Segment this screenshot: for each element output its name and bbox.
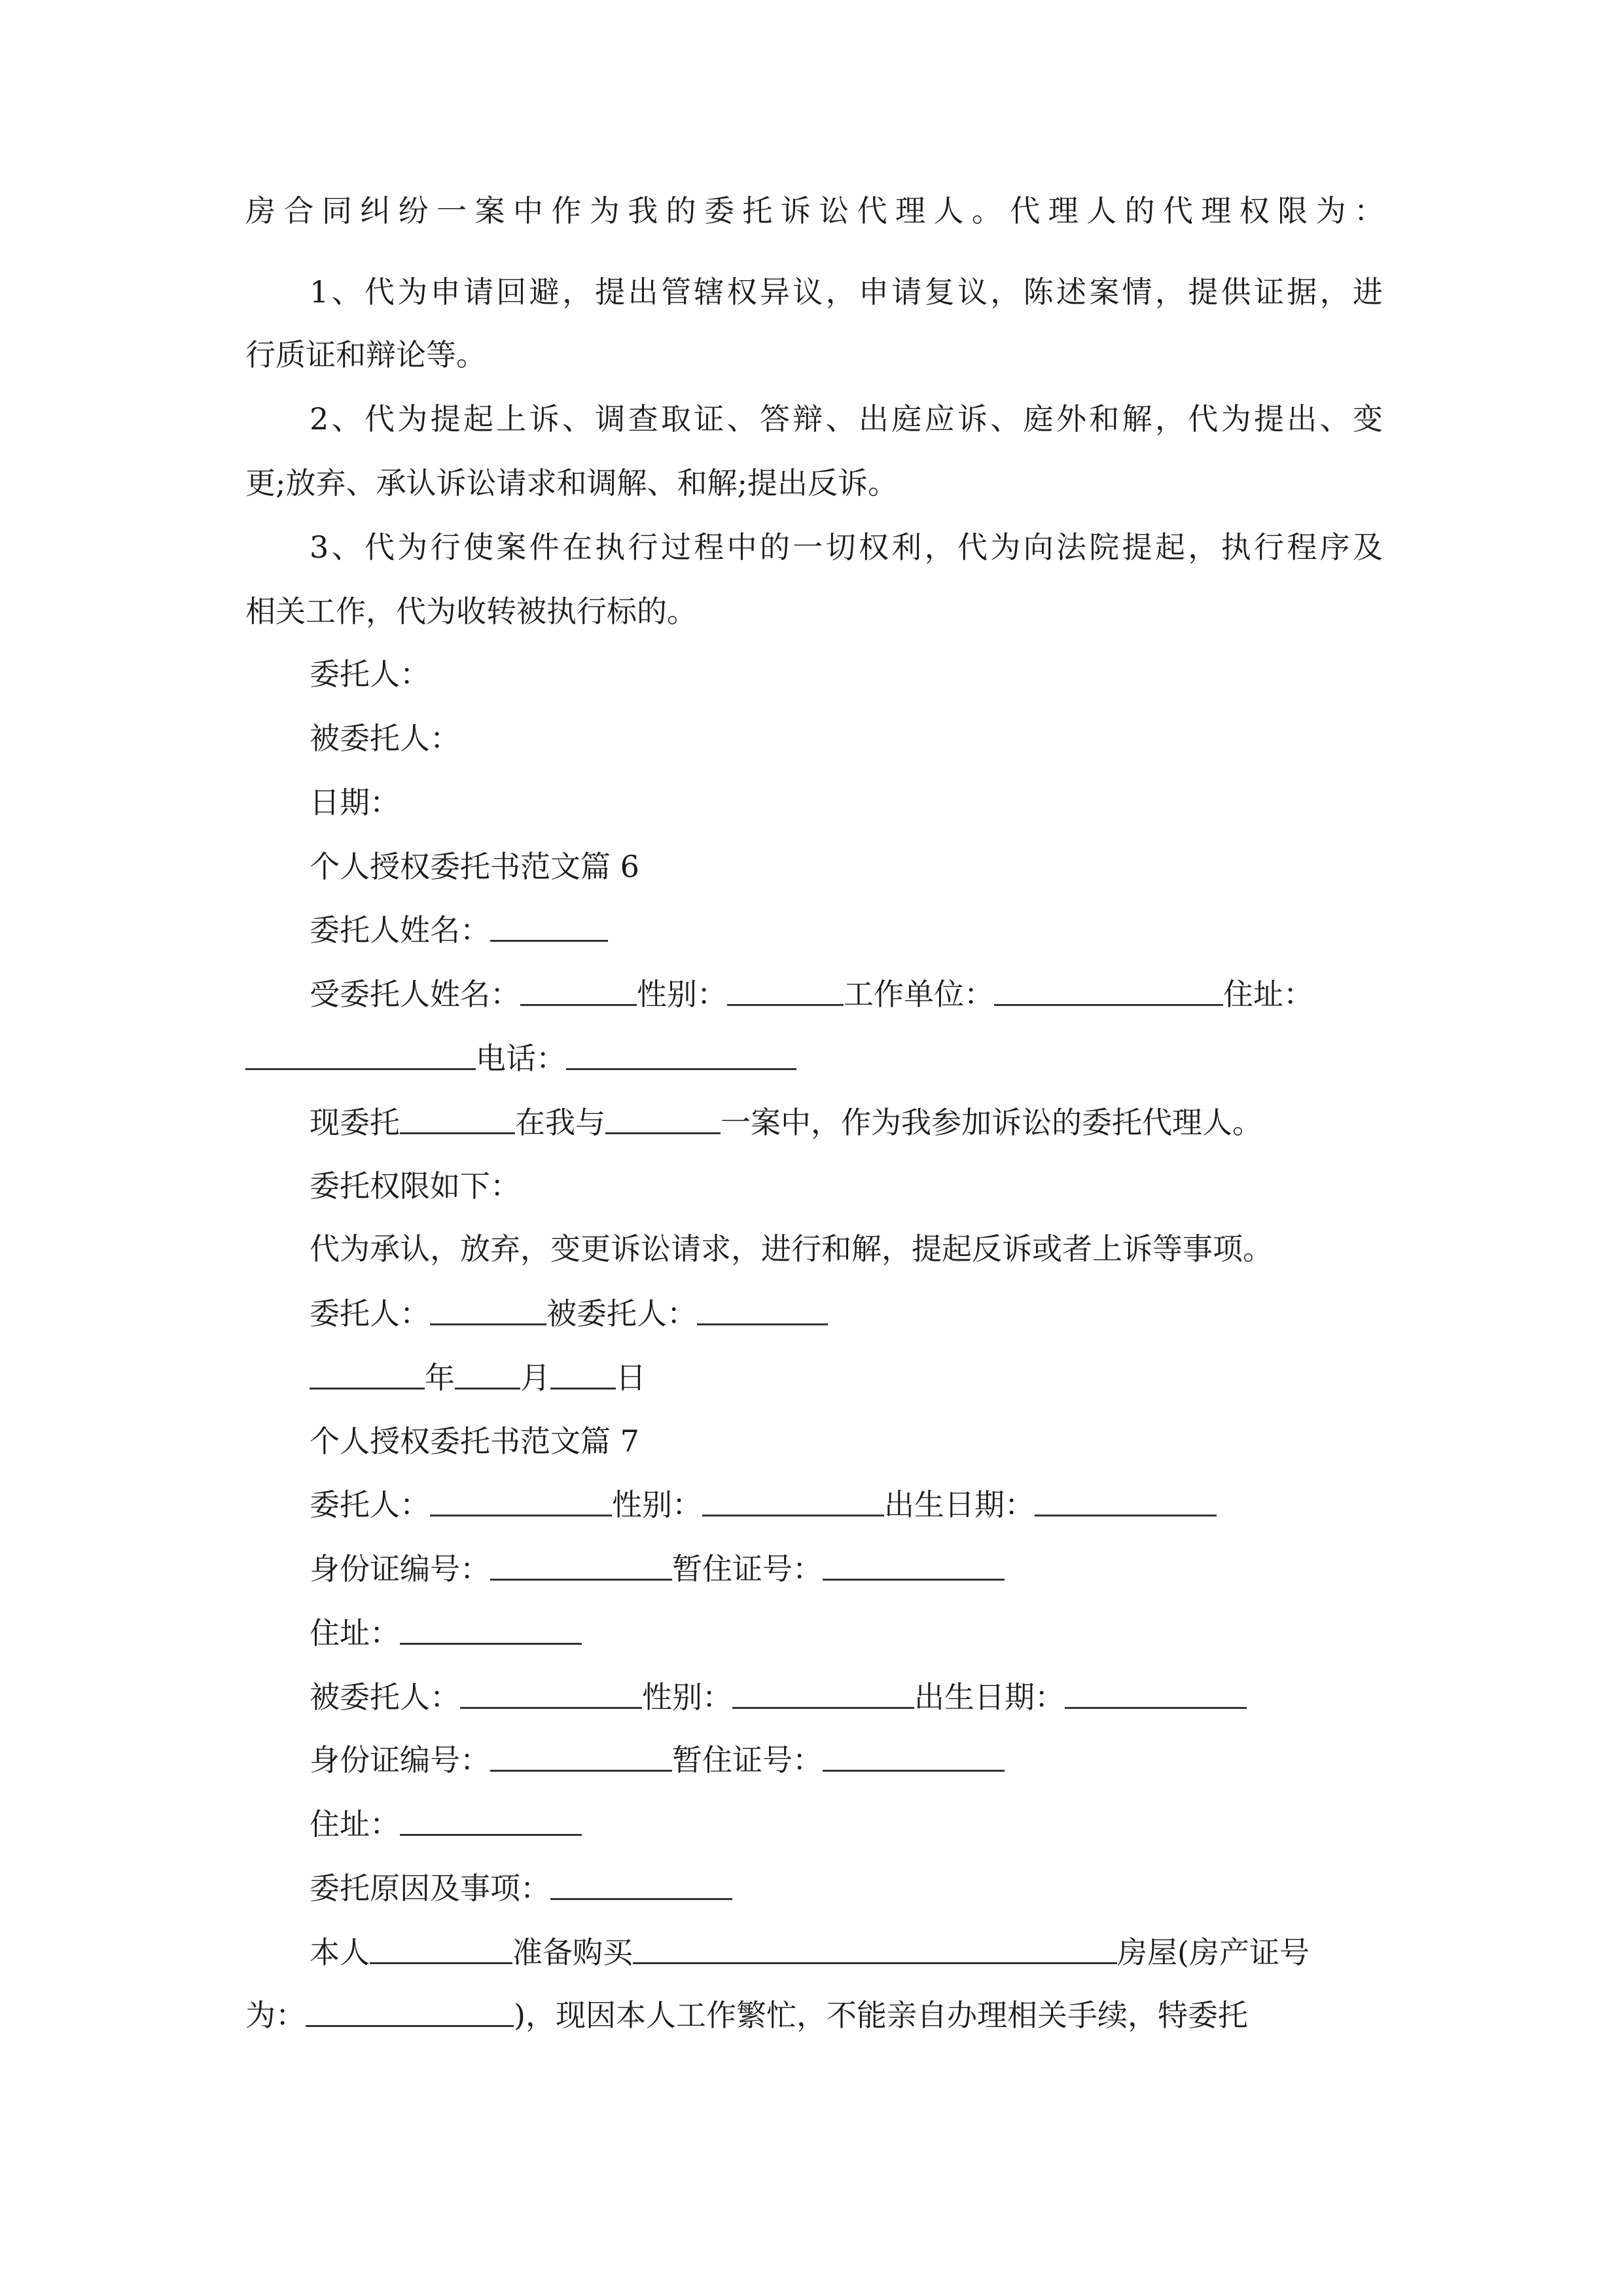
text: 行质证和辩论等。	[245, 337, 486, 372]
text: 房合同纠纷一案中作为我的委托诉讼代理人。代理人的代理权限为：	[245, 193, 1384, 228]
blank-field[interactable]	[702, 1484, 884, 1516]
label: 出生日期：	[914, 1679, 1065, 1715]
section-heading	[310, 1422, 1383, 1461]
text: 1、代为申请回避，提出管辖权异议，申请复议，陈述案情，提供证据，进	[310, 274, 1383, 310]
blank-field[interactable]	[1035, 1484, 1217, 1516]
text: 代为承认，放弃，变更诉讼请求，进行和解，提起反诉或者上诉等事项。	[310, 1231, 1273, 1266]
blank-field[interactable]	[430, 1293, 546, 1325]
date-line	[310, 1357, 1383, 1397]
label: 出生日期：	[884, 1487, 1035, 1522]
field-line	[310, 655, 1383, 694]
paragraph-line	[310, 272, 1383, 312]
text: 在我与	[515, 1105, 605, 1140]
blank-field[interactable]	[400, 1102, 515, 1134]
label: 电话：	[476, 1041, 566, 1076]
label: 暂住证号：	[672, 1742, 823, 1778]
label: 工作单位：	[844, 977, 994, 1012]
field-line	[310, 974, 1383, 1013]
label: 身份证编号：	[310, 1742, 490, 1778]
blank-field[interactable]	[732, 1677, 914, 1709]
label: 日	[616, 1360, 646, 1395]
field-line	[310, 783, 1383, 822]
blank-field[interactable]	[520, 974, 637, 1006]
field-line	[310, 1293, 1383, 1333]
label: 被委托人：	[310, 1679, 460, 1715]
paragraph-line	[245, 335, 1384, 374]
field-line	[245, 1038, 1384, 1077]
section-heading	[310, 847, 1383, 886]
text: 3、代为行使案件在执行过程中的一切权利，代为向法院提起，执行程序及	[310, 529, 1383, 565]
paragraph-line	[310, 1229, 1383, 1268]
blank-field[interactable]	[1065, 1677, 1247, 1709]
blank-field[interactable]	[370, 1932, 512, 1964]
label: 受委托人姓名：	[310, 977, 520, 1012]
blank-field[interactable]	[605, 1102, 721, 1134]
text: 房屋(房产证号	[1117, 1935, 1310, 1970]
label: 年	[425, 1360, 455, 1395]
label: 性别：	[637, 977, 727, 1012]
blank-field[interactable]	[490, 1740, 672, 1772]
blank-field[interactable]	[490, 910, 608, 942]
text: 2、代为提起上诉、调查取证、答辩、出庭应诉、庭外和解，代为提出、变	[310, 401, 1383, 437]
paragraph-line	[245, 191, 1384, 230]
label: 住址：	[1223, 977, 1313, 1012]
field-line	[310, 1932, 1383, 1971]
blank-field[interactable]	[823, 1549, 1005, 1581]
label: 性别：	[612, 1487, 702, 1522]
blank-field[interactable]	[823, 1740, 1005, 1772]
text: 为：	[245, 1998, 306, 2033]
label: 日期：	[310, 785, 400, 820]
blank-field[interactable]	[727, 974, 844, 1006]
blank-field[interactable]	[460, 1677, 642, 1709]
field-line	[310, 719, 1383, 758]
label: 委托人：	[310, 1487, 430, 1522]
blank-field[interactable]	[994, 974, 1223, 1006]
text: 委托权限如下：	[310, 1168, 520, 1204]
paragraph-line	[310, 1166, 1383, 1206]
label: 性别：	[642, 1679, 732, 1715]
blank-field[interactable]	[310, 1357, 425, 1390]
text: 更;放弃、承认诉讼请求和调解、和解;提出反诉。	[245, 465, 898, 501]
text: 一案中，作为我参加诉讼的委托代理人。	[721, 1105, 1262, 1140]
field-line	[310, 1102, 1383, 1141]
label: 被委托人：	[546, 1296, 697, 1331]
blank-field[interactable]	[430, 1484, 612, 1516]
label: 被委托人：	[310, 721, 460, 756]
field-line	[310, 1484, 1383, 1524]
field-line	[310, 1677, 1383, 1716]
paragraph-line	[310, 399, 1383, 439]
field-line	[310, 910, 1383, 949]
text: )，现因本人工作繁忙，不能亲自办理相关手续，特委托	[514, 1998, 1248, 2033]
blank-field[interactable]	[400, 1613, 582, 1645]
field-line	[310, 1740, 1383, 1779]
label: 委托原因及事项：	[310, 1871, 550, 1906]
blank-field[interactable]	[490, 1549, 672, 1581]
label: 住址：	[310, 1615, 400, 1651]
blank-field[interactable]	[550, 1357, 616, 1390]
text: 现委托	[310, 1105, 400, 1140]
text: 本人	[310, 1935, 370, 1970]
label: 委托人：	[310, 1296, 430, 1331]
text: 相关工作，代为收转被执行标的。	[245, 594, 697, 629]
blank-field[interactable]	[633, 1932, 1117, 1964]
field-line	[310, 1804, 1383, 1843]
blank-field[interactable]	[306, 1995, 514, 2027]
field-line	[310, 1613, 1383, 1652]
label: 委托人姓名：	[310, 912, 490, 948]
label: 住址：	[310, 1806, 400, 1842]
text: 准备购买	[512, 1935, 633, 1970]
blank-field[interactable]	[455, 1357, 520, 1390]
field-line	[310, 1868, 1383, 1907]
paragraph-line	[245, 592, 1384, 631]
heading: 个人授权委托书范文篇 6	[310, 849, 639, 884]
label: 暂住证号：	[672, 1551, 823, 1587]
blank-field[interactable]	[697, 1293, 828, 1325]
blank-field[interactable]	[400, 1804, 582, 1836]
field-line	[310, 1549, 1383, 1588]
blank-field[interactable]	[245, 1038, 476, 1070]
label: 月	[520, 1360, 550, 1395]
paragraph-line	[310, 528, 1383, 567]
blank-field[interactable]	[550, 1868, 732, 1900]
paragraph-line	[245, 463, 1384, 503]
label: 身份证编号：	[310, 1551, 490, 1587]
label: 委托人：	[310, 656, 430, 692]
blank-field[interactable]	[566, 1038, 796, 1070]
field-line	[245, 1995, 1384, 2034]
heading: 个人授权委托书范文篇 7	[310, 1424, 639, 1459]
